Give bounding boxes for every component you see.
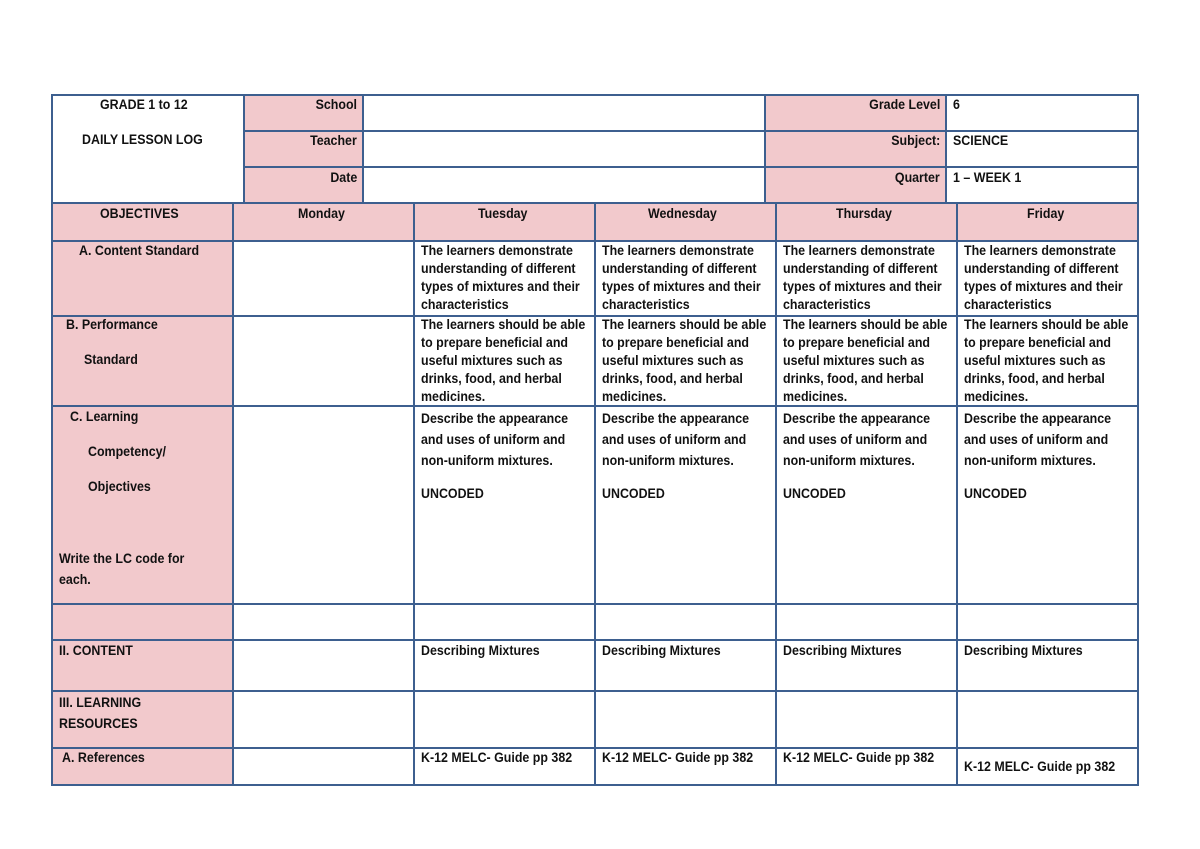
learning-resources-label: III. LEARNING RESOURCES xyxy=(59,695,142,731)
references-wednesday-text: K-12 MELC- Guide pp 382 xyxy=(602,750,754,765)
blank-friday[interactable] xyxy=(956,603,1139,641)
thursday-header: Thursday xyxy=(836,206,893,221)
performance-standard-friday-text: The learners should be able to prepare beneficial and useful mixtures such as drinks, food, and herbal medicines. xyxy=(964,317,1129,404)
learning-competency-friday-text: Describe the appearance and uses of uniform and non-uniform mixtures. xyxy=(964,411,1112,468)
content-monday[interactable] xyxy=(232,639,415,692)
learning-resources-monday[interactable] xyxy=(232,690,415,749)
quarter-label: Quarter xyxy=(895,170,940,185)
content-standard-friday-text: The learners demonstrate understanding of different types of mixtures and their characteristics xyxy=(964,243,1123,312)
grade-level-label: Grade Level xyxy=(868,97,940,112)
performance-standard-thursday-text: The learners should be able to prepare beneficial and useful mixtures such as drinks, food, and herbal medicines. xyxy=(783,317,948,404)
title-line-1: GRADE 1 to 12 xyxy=(100,97,189,112)
learning-resources-thursday[interactable] xyxy=(775,690,958,749)
performance-standard-monday[interactable] xyxy=(232,315,415,407)
learning-resources-wednesday[interactable] xyxy=(594,690,777,749)
content-standard-label: A. Content Standard xyxy=(79,243,200,258)
content-tuesday-text: Describing Mixtures xyxy=(421,643,540,658)
tuesday-header: Tuesday xyxy=(477,206,528,221)
learning-competency-wednesday-code: UNCODED xyxy=(602,486,665,501)
wednesday-header: Wednesday xyxy=(648,206,717,221)
school-field[interactable] xyxy=(362,94,766,132)
learning-competency-label-3: Objectives xyxy=(88,479,151,494)
content-standard-tuesday-text: The learners demonstrate understanding of different types of mixtures and their characteristics xyxy=(421,243,580,312)
references-label: A. References xyxy=(62,750,145,765)
teacher-field[interactable] xyxy=(362,130,766,168)
learning-competency-label-1: C. Learning xyxy=(70,409,139,424)
school-label: School xyxy=(315,97,357,112)
blank-wednesday[interactable] xyxy=(594,603,777,641)
date-field[interactable] xyxy=(362,166,766,204)
blank-label-cell xyxy=(51,603,234,641)
references-friday-text: K-12 MELC- Guide pp 382 xyxy=(964,759,1116,774)
grade-level-field[interactable] xyxy=(945,94,1139,132)
content-label: II. CONTENT xyxy=(59,643,133,658)
blank-monday[interactable] xyxy=(232,603,415,641)
references-monday[interactable] xyxy=(232,747,415,786)
monday-header: Monday xyxy=(297,206,345,221)
references-tuesday-text: K-12 MELC- Guide pp 382 xyxy=(421,750,573,765)
learning-competency-friday-code: UNCODED xyxy=(964,486,1027,501)
learning-competency-wednesday-text: Describe the appearance and uses of uniform and non-uniform mixtures. xyxy=(602,411,750,468)
learning-competency-tuesday-text: Describe the appearance and uses of uniform and non-uniform mixtures. xyxy=(421,411,569,468)
learning-competency-label-4: Write the LC code for each. xyxy=(59,551,185,587)
references-thursday-text: K-12 MELC- Guide pp 382 xyxy=(783,750,935,765)
content-standard-wednesday-text: The learners demonstrate understanding of different types of mixtures and their characteristics xyxy=(602,243,761,312)
content-wednesday-text: Describing Mixtures xyxy=(602,643,721,658)
content-standard-thursday-text: The learners demonstrate understanding of different types of mixtures and their characteristics xyxy=(783,243,942,312)
learning-competency-thursday-code: UNCODED xyxy=(783,486,846,501)
objectives-header: OBJECTIVES xyxy=(99,206,179,221)
teacher-label: Teacher xyxy=(310,133,357,148)
content-friday-text: Describing Mixtures xyxy=(964,643,1083,658)
learning-resources-friday[interactable] xyxy=(956,690,1139,749)
performance-standard-tuesday-text: The learners should be able to prepare beneficial and useful mixtures such as drinks, food, and herbal medicines. xyxy=(421,317,586,404)
friday-header: Friday xyxy=(1027,206,1065,221)
content-thursday-text: Describing Mixtures xyxy=(783,643,902,658)
blank-tuesday[interactable] xyxy=(413,603,596,641)
learning-competency-monday[interactable] xyxy=(232,405,415,605)
quarter-value: 1 – WEEK 1 xyxy=(953,170,1022,185)
blank-thursday[interactable] xyxy=(775,603,958,641)
learning-competency-thursday-text: Describe the appearance and uses of uniform and non-uniform mixtures. xyxy=(783,411,931,468)
learning-competency-label-2: Competency/ xyxy=(88,444,166,459)
date-label: Date xyxy=(330,170,357,185)
performance-standard-label-1: B. Performance xyxy=(66,317,158,332)
learning-competency-tuesday-code: UNCODED xyxy=(421,486,484,501)
title-line-2: DAILY LESSON LOG xyxy=(82,132,204,147)
subject-value: SCIENCE xyxy=(953,133,1009,148)
learning-resources-tuesday[interactable] xyxy=(413,690,596,749)
grade-level-value: 6 xyxy=(953,97,960,112)
performance-standard-label-2: Standard xyxy=(84,352,138,367)
subject-label: Subject: xyxy=(890,133,940,148)
content-standard-monday[interactable] xyxy=(232,240,415,317)
performance-standard-wednesday-text: The learners should be able to prepare beneficial and useful mixtures such as drinks, food, and herbal medicines. xyxy=(602,317,767,404)
